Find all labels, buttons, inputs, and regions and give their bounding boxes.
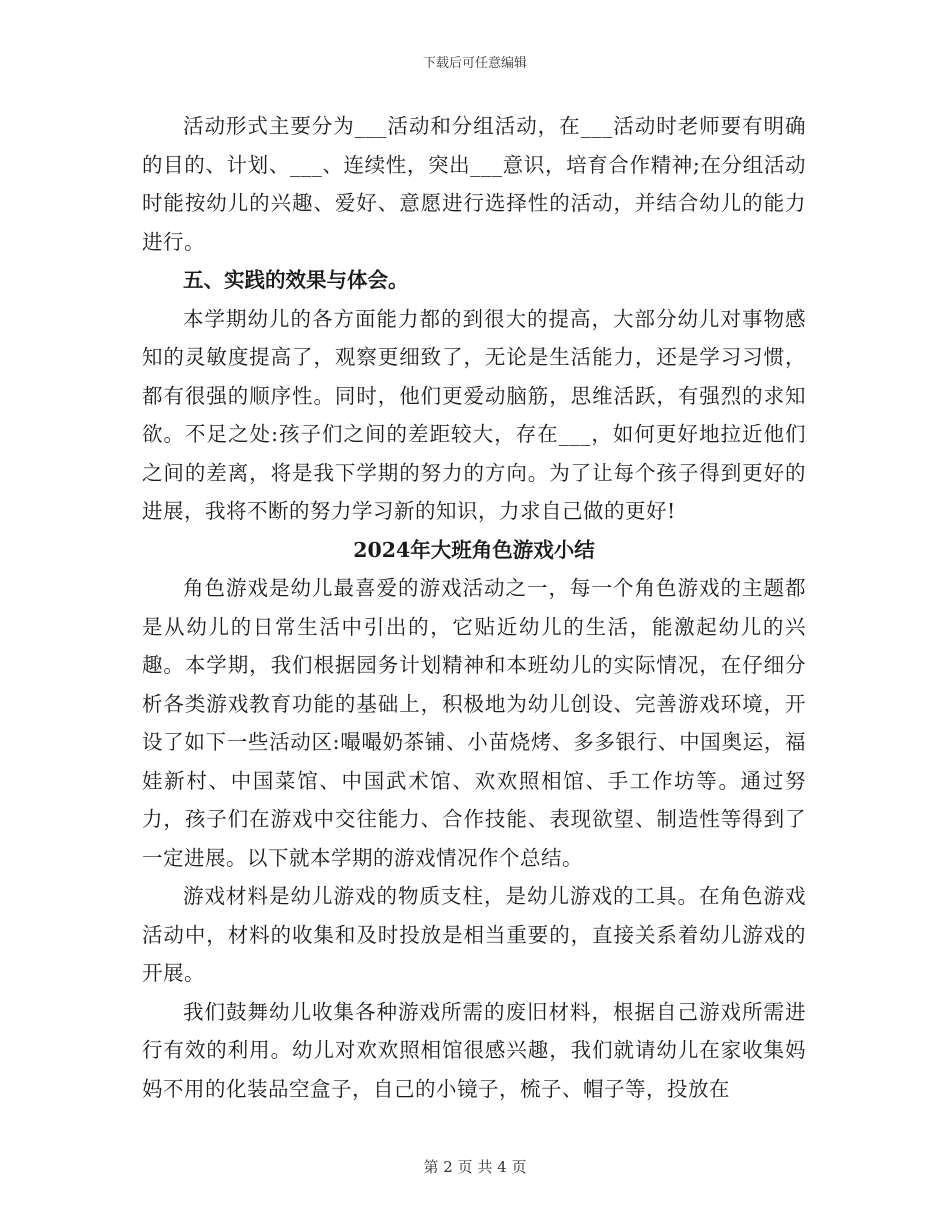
document-title: 2024年大班角色游戏小结 [353,537,595,562]
section-heading-5: 五、实践的效果与体会。 [183,268,409,292]
document-body [142,107,806,1108]
paragraph-role-play-intro: 角色游戏是幼儿最喜爱的游戏活动之一，每一个角色游戏的主题都是从幼儿的日常生活中引出的，它贴近幼儿的生活，能激起幼儿的兴趣。本学期，我们根据园务计划精神和本班幼儿的实际情况，在仔细分析各类游戏教育功能的基础上，积极地为幼儿创设、完善游戏环境，开设了如下一些活动区:嘬嘬奶茶铺、小苗烧烤、多多银行、中国奥运，福娃新村、中国菜馆、中国武术馆、欢欢照相馆、手工作坊等。通过努力，孩子们在游戏中交往能力、合作技能、表现欲望、制造性等得到了一定进展。以下就本学期的游戏情况作个总结。 [142,576,806,870]
page-header-note: 下载后可任意编辑 [422,56,527,71]
paragraph-material-collection: 我们鼓舞幼儿收集各种游戏所需的废旧材料，根据自己游戏所需进行有效的利用。幼儿对欢欢照相馆很感兴趣，我们就请幼儿在家收集妈妈不用的化装品空盒子，自己的小镜子，梳子、帽子等，投放在 [142,999,806,1101]
page-number: 第 2 页 共 4 页 [423,1158,527,1176]
paragraph-practice-results: 本学期幼儿的各方面能力都的到很大的提高，大部分幼儿对事物感知的灵敏度提高了，观察更细致了，无论是生活能力，还是学习习惯，都有很强的顺序性。同时，他们更爱动脑筋，思维活跃，有强烈的求知欲。不足之处:孩子们之间的差距较大，存在___，如何更好地拉近他们之间的差离，将是我下学期的努力的方向。为了让每个孩子得到更好的进展，我将不断的努力学习新的知识，力求自己做的更好! [142,306,806,523]
paragraph-game-materials: 游戏材料是幼儿游戏的物质支柱，是幼儿游戏的工具。在角色游戏活动中，材料的收集和及时投放是相当重要的，直接关系着幼儿游戏的开展。 [142,884,806,985]
paragraph-activity-forms: 活动形式主要分为___活动和分组活动，在___活动时老师要有明确的目的、计划、___、连续性，突出___意识，培育合作精神;在分组活动时能按幼儿的兴趣、爱好、意愿进行选择性的活动，并结合幼儿的能力进行。 [142,114,806,254]
